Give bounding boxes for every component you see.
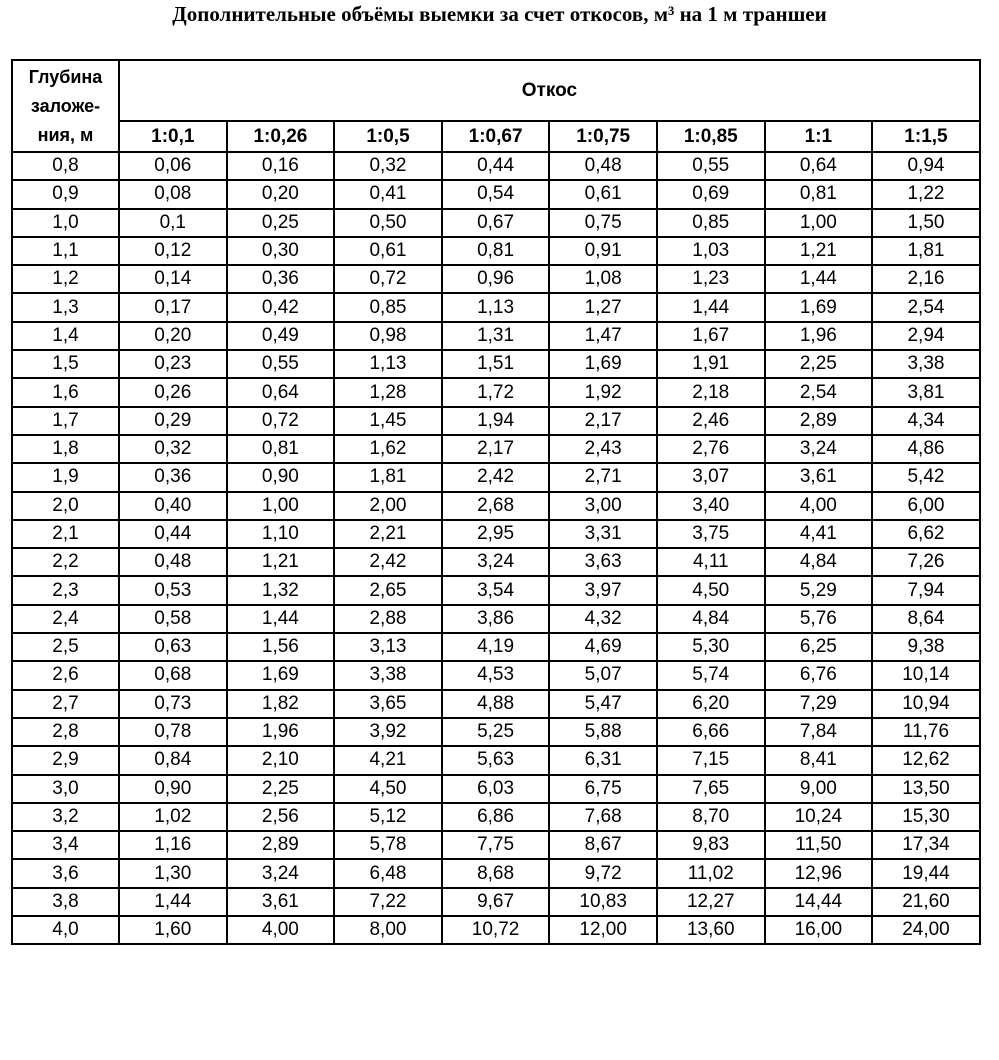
volume-cell: 7,15 — [657, 746, 765, 774]
volume-cell: 0,40 — [119, 492, 227, 520]
volume-cell: 12,62 — [872, 746, 980, 774]
volume-cell: 11,50 — [765, 831, 873, 859]
table-body — [12, 152, 980, 944]
depth-cell: 2,5 — [12, 633, 119, 661]
depth-cell: 1,5 — [12, 350, 119, 378]
volume-cell: 0,48 — [119, 548, 227, 576]
volume-cell: 3,38 — [334, 661, 442, 689]
volume-cell: 6,03 — [442, 775, 550, 803]
volume-cell: 2,46 — [657, 407, 765, 435]
volume-cell: 2,16 — [872, 265, 980, 293]
table-row — [12, 435, 980, 463]
volume-cell: 8,67 — [549, 831, 657, 859]
depth-cell: 2,0 — [12, 492, 119, 520]
volume-cell: 0,67 — [442, 209, 550, 237]
depth-cell: 2,8 — [12, 718, 119, 746]
volume-cell: 2,00 — [334, 492, 442, 520]
depth-cell: 2,2 — [12, 548, 119, 576]
depth-cell: 1,3 — [12, 293, 119, 321]
volume-cell: 7,94 — [872, 576, 980, 604]
volume-cell: 2,88 — [334, 605, 442, 633]
table-row — [12, 661, 980, 689]
volume-cell: 16,00 — [765, 916, 873, 944]
volume-cell: 3,00 — [549, 492, 657, 520]
volume-cell: 0,68 — [119, 661, 227, 689]
volume-cell: 9,83 — [657, 831, 765, 859]
volume-cell: 5,30 — [657, 633, 765, 661]
volume-cell: 3,65 — [334, 690, 442, 718]
volume-cell: 3,31 — [549, 520, 657, 548]
volume-cell: 2,21 — [334, 520, 442, 548]
table-row — [12, 407, 980, 435]
depth-cell: 3,0 — [12, 775, 119, 803]
slope-header-row — [12, 121, 980, 152]
volume-cell: 10,94 — [872, 690, 980, 718]
volume-cell: 7,29 — [765, 690, 873, 718]
table-row — [12, 576, 980, 604]
volume-cell: 1,30 — [119, 859, 227, 887]
volume-cell: 0,30 — [227, 237, 335, 265]
volume-cell: 1,16 — [119, 831, 227, 859]
volume-cell: 1,44 — [119, 888, 227, 916]
volume-cell: 2,89 — [765, 407, 873, 435]
volume-cell: 11,76 — [872, 718, 980, 746]
volume-cell: 4,53 — [442, 661, 550, 689]
table-row — [12, 180, 980, 208]
volume-cell: 7,84 — [765, 718, 873, 746]
volume-cell: 5,74 — [657, 661, 765, 689]
volume-cell: 0,58 — [119, 605, 227, 633]
table-row — [12, 888, 980, 916]
volume-cell: 1,91 — [657, 350, 765, 378]
slope-header-cell: 1:0,75 — [549, 121, 657, 152]
volume-cell: 1,28 — [334, 378, 442, 406]
volume-cell: 1,56 — [227, 633, 335, 661]
depth-cell: 3,6 — [12, 859, 119, 887]
volume-cell: 0,64 — [765, 152, 873, 180]
volume-cell: 1,82 — [227, 690, 335, 718]
volume-cell: 5,88 — [549, 718, 657, 746]
volume-cell: 6,20 — [657, 690, 765, 718]
volume-cell: 9,67 — [442, 888, 550, 916]
volume-cell: 4,50 — [657, 576, 765, 604]
volume-cell: 1,96 — [765, 322, 873, 350]
slope-header-cell: 1:1 — [765, 121, 873, 152]
volume-cell: 8,64 — [872, 605, 980, 633]
volume-cell: 0,36 — [119, 463, 227, 491]
volume-cell: 1,02 — [119, 803, 227, 831]
table-row — [12, 237, 980, 265]
volume-cell: 13,60 — [657, 916, 765, 944]
volume-cell: 0,72 — [227, 407, 335, 435]
volume-cell: 2,95 — [442, 520, 550, 548]
depth-cell: 3,2 — [12, 803, 119, 831]
volume-cell: 8,68 — [442, 859, 550, 887]
volume-cell: 15,30 — [872, 803, 980, 831]
volume-cell: 0,73 — [119, 690, 227, 718]
slope-header-cell: 1:0,1 — [119, 121, 227, 152]
volume-cell: 4,84 — [657, 605, 765, 633]
volume-cell: 8,70 — [657, 803, 765, 831]
volume-cell: 0,90 — [119, 775, 227, 803]
volume-cell: 1,32 — [227, 576, 335, 604]
volume-cell: 7,26 — [872, 548, 980, 576]
volume-cell: 2,17 — [442, 435, 550, 463]
volume-cell: 4,41 — [765, 520, 873, 548]
depth-cell: 1,8 — [12, 435, 119, 463]
volume-cell: 2,17 — [549, 407, 657, 435]
volume-cell: 0,81 — [765, 180, 873, 208]
depth-header-line-3: ния, м — [37, 124, 94, 145]
volume-cell: 5,76 — [765, 605, 873, 633]
volume-cell: 0,81 — [227, 435, 335, 463]
volume-cell: 7,68 — [549, 803, 657, 831]
volume-cell: 0,41 — [334, 180, 442, 208]
depth-cell: 3,8 — [12, 888, 119, 916]
table-row — [12, 209, 980, 237]
volume-cell: 4,21 — [334, 746, 442, 774]
volume-cell: 1,47 — [549, 322, 657, 350]
depth-cell: 2,9 — [12, 746, 119, 774]
volume-cell: 0,26 — [119, 378, 227, 406]
volume-cell: 5,25 — [442, 718, 550, 746]
volume-cell: 0,55 — [227, 350, 335, 378]
volume-cell: 0,61 — [334, 237, 442, 265]
volume-cell: 3,92 — [334, 718, 442, 746]
volume-cell: 1,44 — [227, 605, 335, 633]
volume-cell: 0,32 — [334, 152, 442, 180]
volume-cell: 0,75 — [549, 209, 657, 237]
volume-cell: 6,31 — [549, 746, 657, 774]
volume-cell: 9,38 — [872, 633, 980, 661]
volume-cell: 1,13 — [442, 293, 550, 321]
depth-header-line-2: заложе- — [30, 95, 101, 116]
volume-cell: 6,76 — [765, 661, 873, 689]
depth-cell: 1,0 — [12, 209, 119, 237]
volume-cell: 6,62 — [872, 520, 980, 548]
volume-cell: 6,86 — [442, 803, 550, 831]
volume-cell: 6,48 — [334, 859, 442, 887]
table-row — [12, 293, 980, 321]
volume-cell: 0,16 — [227, 152, 335, 180]
volume-cell: 5,29 — [765, 576, 873, 604]
volume-cell: 3,75 — [657, 520, 765, 548]
volume-cell: 0,48 — [549, 152, 657, 180]
slope-header-cell: 1:0,85 — [657, 121, 765, 152]
volume-cell: 0,61 — [549, 180, 657, 208]
table-row — [12, 548, 980, 576]
volume-cell: 0,50 — [334, 209, 442, 237]
volume-cell: 0,72 — [334, 265, 442, 293]
volume-cell: 2,89 — [227, 831, 335, 859]
volume-cell: 1,22 — [872, 180, 980, 208]
volume-cell: 0,49 — [227, 322, 335, 350]
volume-cell: 3,13 — [334, 633, 442, 661]
volume-cell: 0,64 — [227, 378, 335, 406]
table-row — [12, 265, 980, 293]
volume-cell: 6,25 — [765, 633, 873, 661]
volume-cell: 0,85 — [657, 209, 765, 237]
volume-cell: 0,14 — [119, 265, 227, 293]
volume-cell: 4,69 — [549, 633, 657, 661]
volume-cell: 14,44 — [765, 888, 873, 916]
volume-cell: 0,1 — [119, 209, 227, 237]
volume-cell: 7,65 — [657, 775, 765, 803]
volume-cell: 3,38 — [872, 350, 980, 378]
volume-cell: 0,63 — [119, 633, 227, 661]
volume-cell: 1,44 — [765, 265, 873, 293]
table-row — [12, 916, 980, 944]
volume-cell: 4,11 — [657, 548, 765, 576]
volume-cell: 3,61 — [765, 463, 873, 491]
table-row — [12, 520, 980, 548]
table-row — [12, 350, 980, 378]
volume-cell: 2,25 — [227, 775, 335, 803]
depth-cell: 1,9 — [12, 463, 119, 491]
volume-cell: 3,24 — [765, 435, 873, 463]
volume-cell: 6,75 — [549, 775, 657, 803]
volume-cell: 10,24 — [765, 803, 873, 831]
volume-cell: 0,12 — [119, 237, 227, 265]
depth-cell: 3,4 — [12, 831, 119, 859]
volume-cell: 0,84 — [119, 746, 227, 774]
volume-cell: 0,78 — [119, 718, 227, 746]
volume-cell: 6,00 — [872, 492, 980, 520]
table-row — [12, 859, 980, 887]
volume-cell: 2,65 — [334, 576, 442, 604]
depth-cell: 1,6 — [12, 378, 119, 406]
volume-cell: 2,54 — [765, 378, 873, 406]
volume-cell: 0,17 — [119, 293, 227, 321]
volume-cell: 4,19 — [442, 633, 550, 661]
volume-cell: 2,25 — [765, 350, 873, 378]
volume-cell: 1,60 — [119, 916, 227, 944]
table-row — [12, 492, 980, 520]
volume-cell: 1,81 — [334, 463, 442, 491]
volume-cell: 8,00 — [334, 916, 442, 944]
depth-cell: 1,1 — [12, 237, 119, 265]
volume-cell: 5,12 — [334, 803, 442, 831]
volume-cell: 0,96 — [442, 265, 550, 293]
volume-cell: 0,20 — [227, 180, 335, 208]
table-row — [12, 746, 980, 774]
table-row — [12, 605, 980, 633]
volume-cell: 4,32 — [549, 605, 657, 633]
volume-cell: 10,83 — [549, 888, 657, 916]
volume-cell: 17,34 — [872, 831, 980, 859]
table-row — [12, 803, 980, 831]
volume-cell: 4,00 — [765, 492, 873, 520]
volume-cell: 0,29 — [119, 407, 227, 435]
volume-cell: 7,75 — [442, 831, 550, 859]
depth-cell: 4,0 — [12, 916, 119, 944]
volume-cell: 4,34 — [872, 407, 980, 435]
volume-cell: 5,78 — [334, 831, 442, 859]
volume-cell: 0,08 — [119, 180, 227, 208]
volume-cell: 1,10 — [227, 520, 335, 548]
volume-cell: 2,71 — [549, 463, 657, 491]
volume-cell: 0,54 — [442, 180, 550, 208]
volume-cell: 19,44 — [872, 859, 980, 887]
volume-cell: 1,92 — [549, 378, 657, 406]
volume-cell: 2,10 — [227, 746, 335, 774]
table-row — [12, 322, 980, 350]
volume-cell: 0,90 — [227, 463, 335, 491]
volume-cell: 1,03 — [657, 237, 765, 265]
volume-cell: 0,32 — [119, 435, 227, 463]
volume-cell: 12,96 — [765, 859, 873, 887]
depth-cell: 2,4 — [12, 605, 119, 633]
table-row — [12, 633, 980, 661]
volume-cell: 8,41 — [765, 746, 873, 774]
volume-cell: 21,60 — [872, 888, 980, 916]
volume-cell: 13,50 — [872, 775, 980, 803]
depth-cell: 1,7 — [12, 407, 119, 435]
volume-cell: 5,47 — [549, 690, 657, 718]
table-row — [12, 378, 980, 406]
table-row — [12, 690, 980, 718]
volume-cell: 1,62 — [334, 435, 442, 463]
table-row — [12, 775, 980, 803]
volume-cell: 10,72 — [442, 916, 550, 944]
volume-cell: 2,42 — [442, 463, 550, 491]
volume-cell: 1,50 — [872, 209, 980, 237]
volume-cell: 0,94 — [872, 152, 980, 180]
volume-cell: 0,53 — [119, 576, 227, 604]
volume-cell: 6,66 — [657, 718, 765, 746]
depth-cell: 2,3 — [12, 576, 119, 604]
volume-cell: 3,63 — [549, 548, 657, 576]
slope-header-cell: 1:0,26 — [227, 121, 335, 152]
depth-column-header — [12, 60, 119, 152]
volume-cell: 1,81 — [872, 237, 980, 265]
volume-cell: 12,00 — [549, 916, 657, 944]
page-title: Дополнительные объёмы выемки за счет откосов, м³ на 1 м траншеи — [172, 2, 827, 26]
volume-cell: 0,42 — [227, 293, 335, 321]
volume-cell: 1,21 — [227, 548, 335, 576]
depth-cell: 2,6 — [12, 661, 119, 689]
volume-cell: 0,85 — [334, 293, 442, 321]
volume-cell: 1,27 — [549, 293, 657, 321]
volume-cell: 1,00 — [765, 209, 873, 237]
volume-cell: 0,91 — [549, 237, 657, 265]
volume-cell: 4,00 — [227, 916, 335, 944]
volume-cell: 2,56 — [227, 803, 335, 831]
table-row — [12, 831, 980, 859]
slope-header-cell: 1:0,67 — [442, 121, 550, 152]
depth-header-line-1: Глубина — [28, 66, 103, 87]
volume-cell: 2,76 — [657, 435, 765, 463]
volume-cell: 9,72 — [549, 859, 657, 887]
volume-cell: 3,61 — [227, 888, 335, 916]
slope-group-header: Откос — [119, 60, 980, 121]
volume-cell: 2,42 — [334, 548, 442, 576]
volume-cell: 3,24 — [227, 859, 335, 887]
depth-cell: 1,2 — [12, 265, 119, 293]
volume-cell: 4,86 — [872, 435, 980, 463]
table-row — [12, 152, 980, 180]
volume-cell: 4,50 — [334, 775, 442, 803]
volume-cell: 0,44 — [119, 520, 227, 548]
volume-cell: 1,45 — [334, 407, 442, 435]
volume-cell: 1,94 — [442, 407, 550, 435]
volume-cell: 1,96 — [227, 718, 335, 746]
volume-cell: 1,69 — [227, 661, 335, 689]
volume-cell: 0,36 — [227, 265, 335, 293]
volume-cell: 1,44 — [657, 293, 765, 321]
volume-cell: 1,69 — [765, 293, 873, 321]
volume-cell: 0,25 — [227, 209, 335, 237]
volume-cell: 10,14 — [872, 661, 980, 689]
slope-header-cell: 1:0,5 — [334, 121, 442, 152]
depth-cell: 0,8 — [12, 152, 119, 180]
depth-cell: 1,4 — [12, 322, 119, 350]
depth-cell: 2,7 — [12, 690, 119, 718]
volume-cell: 0,44 — [442, 152, 550, 180]
volume-cell: 11,02 — [657, 859, 765, 887]
volume-cell: 1,51 — [442, 350, 550, 378]
volume-cell: 1,08 — [549, 265, 657, 293]
slope-header-cell: 1:1,5 — [872, 121, 980, 152]
volume-cell: 1,69 — [549, 350, 657, 378]
volume-cell: 3,07 — [657, 463, 765, 491]
volume-cell: 2,54 — [872, 293, 980, 321]
volume-cell: 0,23 — [119, 350, 227, 378]
volume-cell: 1,31 — [442, 322, 550, 350]
depth-cell: 0,9 — [12, 180, 119, 208]
volume-cell: 1,23 — [657, 265, 765, 293]
volume-cell: 2,43 — [549, 435, 657, 463]
volume-cell: 0,81 — [442, 237, 550, 265]
volume-cell: 1,00 — [227, 492, 335, 520]
volume-cell: 5,07 — [549, 661, 657, 689]
volume-cell: 1,72 — [442, 378, 550, 406]
volume-cell: 4,84 — [765, 548, 873, 576]
volume-cell: 3,97 — [549, 576, 657, 604]
table-row — [12, 463, 980, 491]
volume-cell: 24,00 — [872, 916, 980, 944]
volume-cell: 0,98 — [334, 322, 442, 350]
volume-cell: 9,00 — [765, 775, 873, 803]
volume-cell: 12,27 — [657, 888, 765, 916]
volume-cell: 3,81 — [872, 378, 980, 406]
volume-cell: 2,18 — [657, 378, 765, 406]
volume-cell: 0,69 — [657, 180, 765, 208]
volume-cell: 2,94 — [872, 322, 980, 350]
volume-cell: 7,22 — [334, 888, 442, 916]
volume-cell: 2,68 — [442, 492, 550, 520]
volume-cell: 3,86 — [442, 605, 550, 633]
volume-cell: 3,54 — [442, 576, 550, 604]
volume-cell: 1,13 — [334, 350, 442, 378]
depth-cell: 2,1 — [12, 520, 119, 548]
volume-cell: 1,67 — [657, 322, 765, 350]
volume-cell: 4,88 — [442, 690, 550, 718]
volume-cell: 0,55 — [657, 152, 765, 180]
volume-cell: 0,20 — [119, 322, 227, 350]
volume-cell: 3,40 — [657, 492, 765, 520]
volume-cell: 0,06 — [119, 152, 227, 180]
excavation-volume-table — [11, 59, 981, 945]
volume-cell: 3,24 — [442, 548, 550, 576]
volume-cell: 1,21 — [765, 237, 873, 265]
volume-cell: 5,63 — [442, 746, 550, 774]
table-row — [12, 718, 980, 746]
volume-cell: 5,42 — [872, 463, 980, 491]
